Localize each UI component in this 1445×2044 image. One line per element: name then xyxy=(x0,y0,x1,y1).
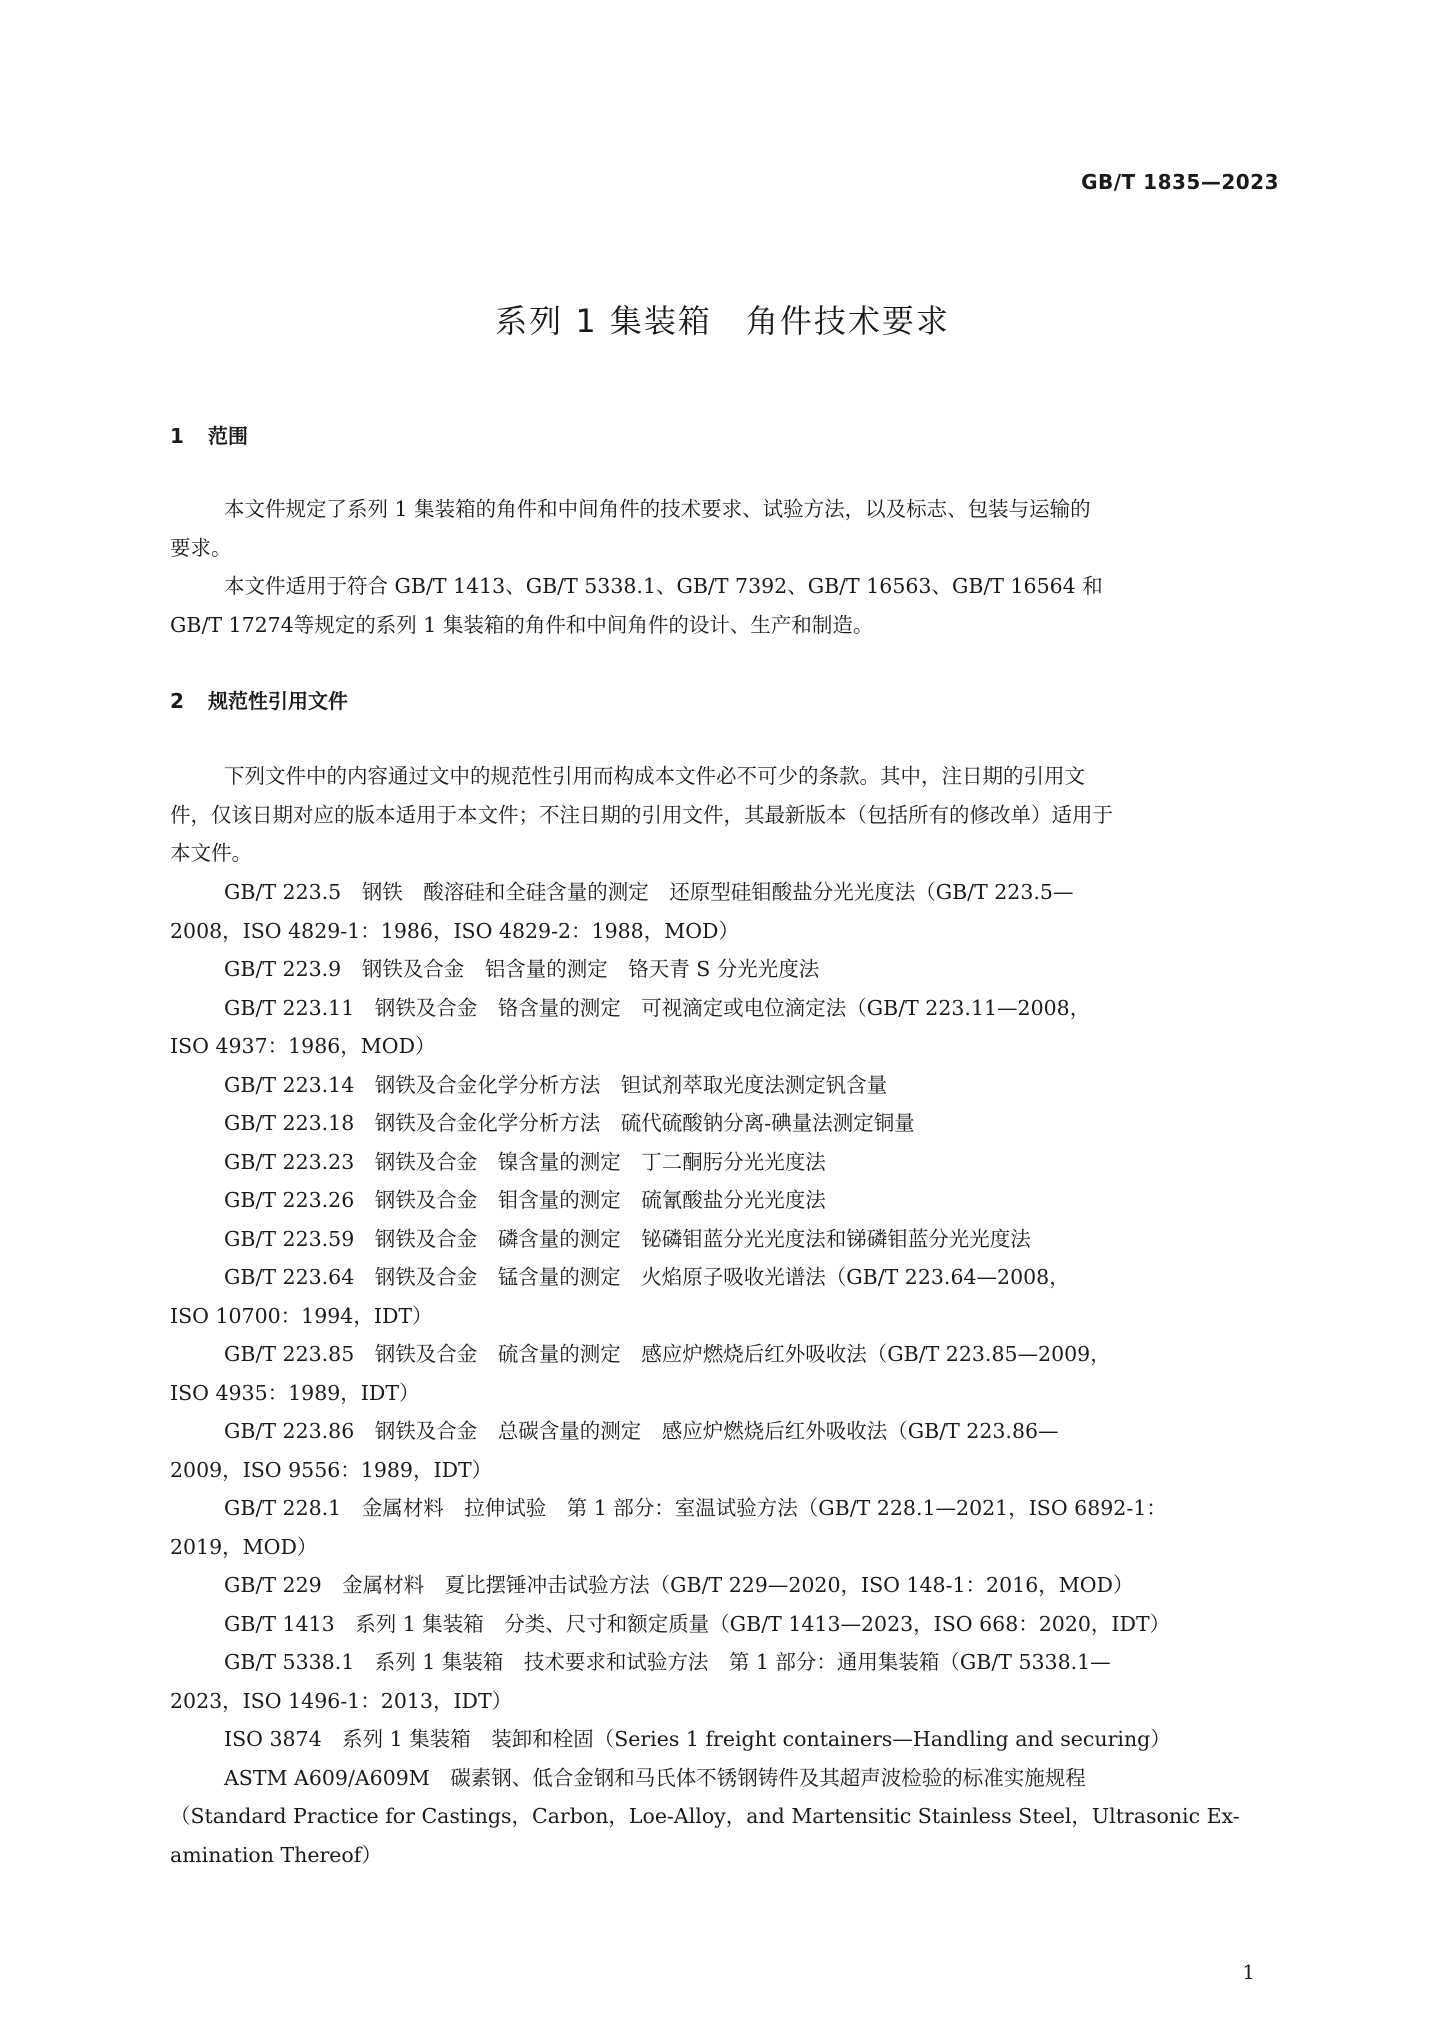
text-line: 本文件规定了系列 1 集装箱的角件和中间角件的技术要求、试验方法，以及标志、包装与运输的 xyxy=(224,497,1091,521)
text-line: 要求。 xyxy=(170,535,232,560)
section-number: 2 xyxy=(170,689,184,713)
reference-line: 2009，ISO 9556：1989，IDT） xyxy=(170,1457,493,1482)
reference-line: ISO 4937：1986，MOD） xyxy=(170,1034,436,1058)
section-heading-scope xyxy=(170,420,248,449)
document-title: 系列 1 集装箱 角件技术要求 xyxy=(495,302,950,340)
section-heading-normative-references xyxy=(170,685,348,714)
reference-line: GB/T 223.59 钢铁及合金 磷含量的测定 铋磷钼蓝分光光度法和锑磷钼蓝分光光度法 xyxy=(224,1226,1031,1251)
reference-line: GB/T 223.86 钢铁及合金 总碳含量的测定 感应炉燃烧后红外吸收法（GB/T 223.86— xyxy=(224,1419,1059,1443)
reference-line: GB/T 223.18 钢铁及合金化学分析方法 硫代硫酸钠分离-碘量法测定铜量 xyxy=(224,1111,915,1135)
reference-line: 2019，MOD） xyxy=(170,1534,318,1559)
reference-line: GB/T 223.5 钢铁 酸溶硅和全硅含量的测定 还原型硅钼酸盐分光光度法（GB/T 223.5— xyxy=(224,880,1074,904)
text-line: 本文件。 xyxy=(170,841,252,865)
reference-line: GB/T 223.11 钢铁及合金 铬含量的测定 可视滴定或电位滴定法（GB/T 223.11—2008， xyxy=(224,995,1091,1020)
reference-line: ASTM A609/A609M 碳素钢、低合金钢和马氏体不锈钢铸件及其超声波检验的标准实施规程 xyxy=(224,1765,1086,1790)
reference-line: GB/T 223.64 钢铁及合金 锰含量的测定 火焰原子吸收光谱法（GB/T 223.64—2008， xyxy=(224,1265,1070,1289)
scope-paragraph-1 xyxy=(170,490,1278,567)
text-line: GB/T 17274等规定的系列 1 集装箱的角件和中间角件的设计、生产和制造。 xyxy=(170,612,874,637)
reference-line: GB/T 229 金属材料 夏比摆锤冲击试验方法（GB/T 229—2020，ISO 148-1：2016，MOD） xyxy=(224,1573,1134,1597)
scope-paragraph-2 xyxy=(170,567,1278,644)
reference-line: ISO 4935：1989，IDT） xyxy=(170,1380,420,1405)
section-title: 范围 xyxy=(208,424,248,448)
reference-line: amination Thereof） xyxy=(170,1842,382,1867)
reference-line: ISO 3874 系列 1 集装箱 装卸和栓固（Series 1 freight containers—Handling and securing） xyxy=(224,1727,1171,1751)
reference-line: 2023，ISO 1496-1：2013，IDT） xyxy=(170,1688,513,1713)
standard-number: GB/T 1835—2023 xyxy=(1081,170,1279,194)
reference-line: GB/T 5338.1 系列 1 集装箱 技术要求和试验方法 第 1 部分：通用集装箱（GB/T 5338.1— xyxy=(224,1650,1111,1674)
reference-line: （Standard Practice for Castings，Carbon，Loe-Alloy，and Martensitic Stainless Steel，Ultrasonic Ex- xyxy=(170,1804,1240,1828)
reference-line: 2008，ISO 4829-1：1986，ISO 4829-2：1988，MOD） xyxy=(170,918,739,943)
normative-intro xyxy=(170,757,1278,873)
text-line: 本文件适用于符合 GB/T 1413、GB/T 5338.1、GB/T 7392、GB/T 16563、GB/T 16564 和 xyxy=(224,574,1103,598)
section-title: 规范性引用文件 xyxy=(208,689,348,713)
reference-line: GB/T 223.23 钢铁及合金 镍含量的测定 丁二酮肟分光光度法 xyxy=(224,1149,826,1174)
text-line: 下列文件中的内容通过文中的规范性引用而构成本文件必不可少的条款。其中，注日期的引用文 xyxy=(224,764,1085,788)
reference-line: GB/T 223.14 钢铁及合金化学分析方法 钽试剂萃取光度法测定钒含量 xyxy=(224,1072,888,1097)
reference-line: ISO 10700：1994，IDT） xyxy=(170,1303,433,1328)
reference-line: GB/T 223.26 钢铁及合金 钼含量的测定 硫氰酸盐分光光度法 xyxy=(224,1188,826,1212)
reference-line: GB/T 1413 系列 1 集装箱 分类、尺寸和额定质量（GB/T 1413—2023，ISO 668：2020，IDT） xyxy=(224,1611,1171,1636)
section-number: 1 xyxy=(170,424,184,448)
reference-line: GB/T 223.85 钢铁及合金 硫含量的测定 感应炉燃烧后红外吸收法（GB/T 223.85—2009， xyxy=(224,1342,1111,1366)
page-number: 1 xyxy=(1242,1960,1255,1984)
reference-line: GB/T 228.1 金属材料 拉伸试验 第 1 部分：室温试验方法（GB/T 228.1—2021，ISO 6892-1： xyxy=(224,1496,1167,1520)
reference-line: GB/T 223.9 钢铁及合金 铝含量的测定 铬天青 S 分光光度法 xyxy=(224,957,820,981)
reference-list xyxy=(170,873,1278,1874)
text-line: 件，仅该日期对应的版本适用于本文件；不注日期的引用文件，其最新版本（包括所有的修改单）适用于 xyxy=(170,802,1113,827)
